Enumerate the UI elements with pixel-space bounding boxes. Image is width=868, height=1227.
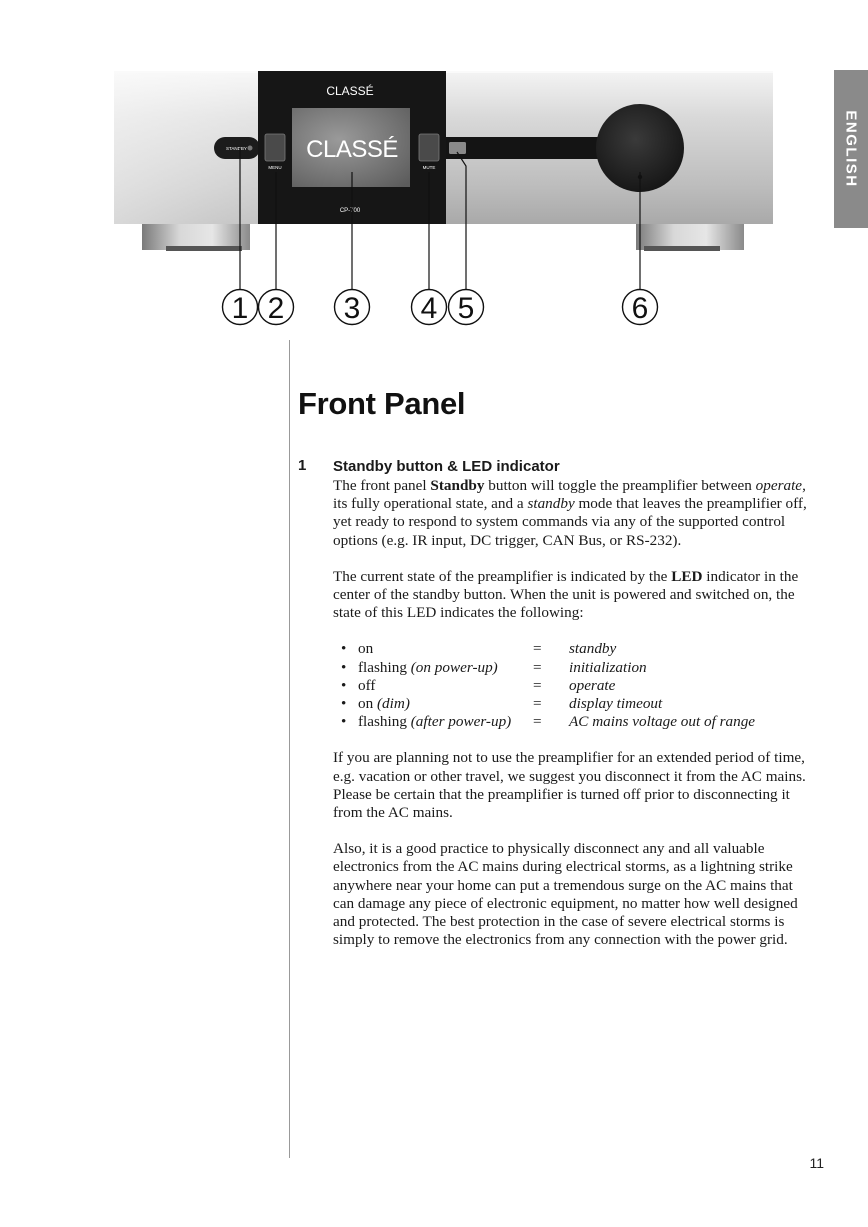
- section-number: 1: [298, 457, 307, 474]
- page-title: Front Panel: [298, 386, 466, 421]
- model-label: CP-700: [339, 208, 361, 214]
- paragraph-electrical-storms: Also, it is a good practice to physically disconnect any and all valuable electronics from the AC mains during electrical storms, as a lightning strike anywhere near your home can put a tremendous surge on the AC mains that can damage any piece of electronic equipment, no matter how well designed and protected. The best protection in the case of severe electrical storms is simply to remove the electronics from any connection with the power grid.: [333, 840, 798, 949]
- paragraph-extended-absence: If you are planning not to use the preamplifier for an extended period of time, e.g. vacation or other travel, we suggest you disconnect it from the AC mains. Please be certain that the preamplifier is turned off prior to disconnecting it from the AC mains.: [333, 749, 806, 821]
- paragraph-led-indicator: The current state of the preamplifier is indicated by the LED indicator in the center of the standby button. When the unit is powered and switched on, the state of this LED indicates the following:: [333, 567, 799, 622]
- menu-label: MENU: [268, 165, 282, 170]
- led-state-row: • flashing (after power-up) = AC mains voltage out of range: [341, 713, 756, 731]
- callout-1-number: 1: [231, 292, 249, 325]
- callout-markers: [223, 290, 658, 326]
- section-body: [333, 457, 813, 949]
- brand-logo: CLASSÉ: [326, 84, 374, 98]
- front-panel-illustration: [0, 0, 868, 340]
- section-heading: Standby button & LED indicator: [333, 458, 560, 475]
- led-state-row: • off = operate: [341, 676, 616, 694]
- callout-5-number: 5: [457, 292, 475, 325]
- ir-window: [446, 137, 604, 159]
- standby-label: STANDBY: [226, 146, 247, 151]
- right-foot: [636, 222, 744, 250]
- led-state-row: • flashing (on power-up) = initialization: [341, 658, 647, 676]
- page-number: 11: [809, 1155, 824, 1171]
- language-tab-label: ENGLISH: [842, 110, 860, 188]
- callout-6-number: 6: [631, 292, 649, 325]
- left-foot: [142, 222, 250, 250]
- menu-button: [265, 134, 285, 161]
- callout-3-number: 3: [343, 292, 361, 325]
- paragraph-standby-toggle: The front panel Standby button will toggle the preamplifier between operate, its fully operational state, and a standby mode that leaves the preamplifier off, yet ready to respond to system commands via any of the supported control options (e.g. IR input, DC trigger, CAN Bus, or RS-232).: [333, 477, 807, 549]
- led-state-row: • on = standby: [341, 640, 617, 658]
- standby-led: [248, 146, 253, 151]
- led-state-row: • on (dim) = display timeout: [341, 694, 663, 712]
- margin-rule: [289, 340, 290, 1158]
- callout-4-number: 4: [420, 292, 438, 325]
- mute-button: [419, 134, 439, 161]
- display-logo: CLASSÉ: [306, 136, 398, 163]
- led-state-list: [333, 640, 813, 731]
- mute-label: MUTE: [422, 165, 436, 170]
- callout-2-number: 2: [267, 292, 285, 325]
